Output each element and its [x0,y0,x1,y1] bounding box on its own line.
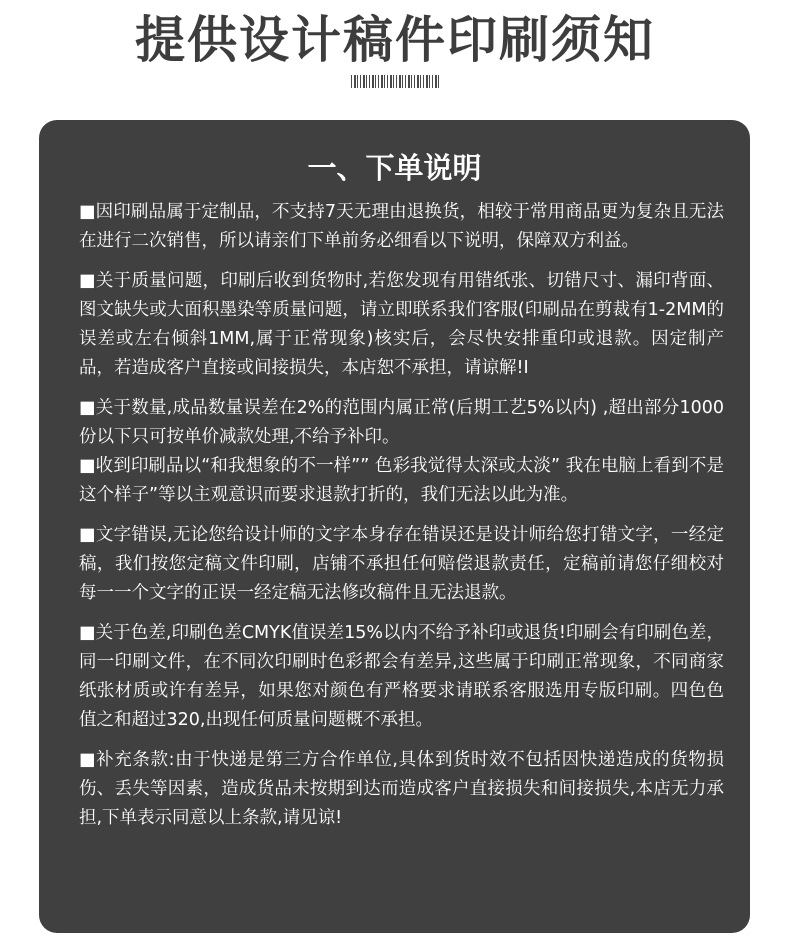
note-custom-product: ■因印刷品属于定制品，不支持7天无理由退换货，相较于常用商品更为复杂且无法在进行二次销售，所以请亲们下单前务必细看以下说明，保障双方利益。 [79,202,724,251]
barcode-decoration [351,75,441,88]
section-title: 一、下单说明 [307,151,482,185]
page-title: 提供设计稿件印刷须知 [135,11,655,69]
notes-list [79,198,724,844]
note-supplementary-terms: ■补充条款:由于快递是第三方合作单位,具体到货时效不包括因快递造成的货物损伤、丢失等因素，造成货品未按期到达而造成客户直接损失和间接损失,本店无力承担,下单表示同意以上条款,请见谅! [79,750,724,828]
note-text-errors: ■文字错误,无论您给设计师的文字本身存在错误还是设计师给您打错文字，一经定稿，我们按您定稿文件印刷，店铺不承担任何赔偿退款责任，定稿前请您仔细校对每一一个文字的正误一经定稿无法修改稿件且无法退款。 [79,525,724,603]
instructions-panel [39,120,750,933]
note-subjective-expectation: ■收到印刷品以“和我想象的不一样”” 色彩我觉得太深或太淡” 我在电脑上看到不是这个样子”等以主观意识而要求退款打折的，我们无法以此为准。 [79,456,724,505]
note-color-difference: ■关于色差,印刷色差CMYK值误差15%以内不给予补印或退货!印刷会有印刷色差，同一印刷文件，在不同次印刷时色彩都会有差异,这些属于印刷正常现象，不同商家纸张材质或许有差异，如果您对颜色有严格要求请联系客服选用专版印刷。四色色值之和超过320,出现任何质量问题概不承担。 [79,623,724,730]
note-quality-issues: ■关于质量问题，印刷后收到货物时,若您发现有用错纸张、切错尺寸、漏印背面、图文缺失或大面积墨染等质量问题，请立即联系我们客服(印刷品在剪裁有1-2MM的误差或左右倾斜1MM,属于正常现象)核实后，会尽快安排重印或退款。因定制产品，若造成客户直接或间接损失，本店恕不承担，请谅解!I [79,271,724,378]
note-quantity: ■关于数量,成品数量误差在2%的范围内属正常(后期工艺5%以内) ,超出部分1000份以下只可按单价减款处理,不给予补印。 [79,398,724,447]
